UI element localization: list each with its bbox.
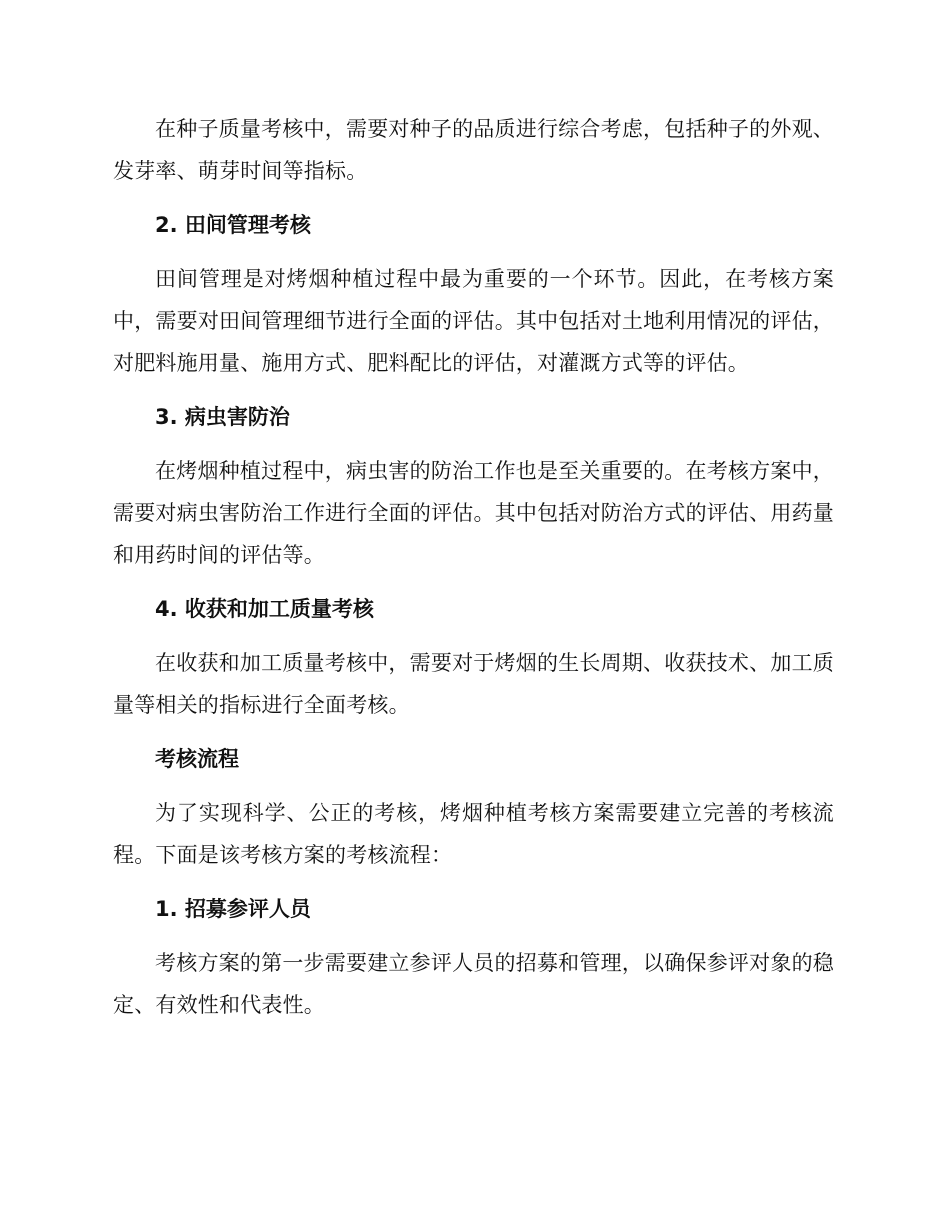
heading-assessment-process: 考核流程 xyxy=(155,747,239,771)
paragraph-harvest-processing: 在收获和加工质量考核中，需要对于烤烟的生长周期、收获技术、加工质量等相关的指标进行全面考核。 xyxy=(113,651,834,717)
paragraph-recruit-evaluators: 考核方案的第一步需要建立参评人员的招募和管理，以确保参评对象的稳定、有效性和代表性。 xyxy=(113,951,834,1017)
paragraph-pest-control: 在烤烟种植过程中，病虫害的防治工作也是至关重要的。在考核方案中，需要对病虫害防治工作进行全面的评估。其中包括对防治方式的评估、用药量和用药时间的评估等。 xyxy=(113,459,834,567)
heading-field-management: 2. 田间管理考核 xyxy=(155,213,311,237)
heading-pest-control: 3. 病虫害防治 xyxy=(155,405,290,429)
paragraph-field-management: 田间管理是对烤烟种植过程中最为重要的一个环节。因此，在考核方案中，需要对田间管理细节进行全面的评估。其中包括对土地利用情况的评估，对肥料施用量、施用方式、肥料配比的评估，对灌溉方式等的评估。 xyxy=(113,267,834,375)
paragraph-assessment-process: 为了实现科学、公正的考核，烤烟种植考核方案需要建立完善的考核流程。下面是该考核方案的考核流程： xyxy=(113,801,834,867)
heading-harvest-processing: 4. 收获和加工质量考核 xyxy=(155,597,374,621)
heading-recruit-evaluators: 1. 招募参评人员 xyxy=(155,897,311,921)
paragraph-seed-quality: 在种子质量考核中，需要对种子的品质进行综合考虑，包括种子的外观、发芽率、萌芽时间等指标。 xyxy=(113,117,834,183)
